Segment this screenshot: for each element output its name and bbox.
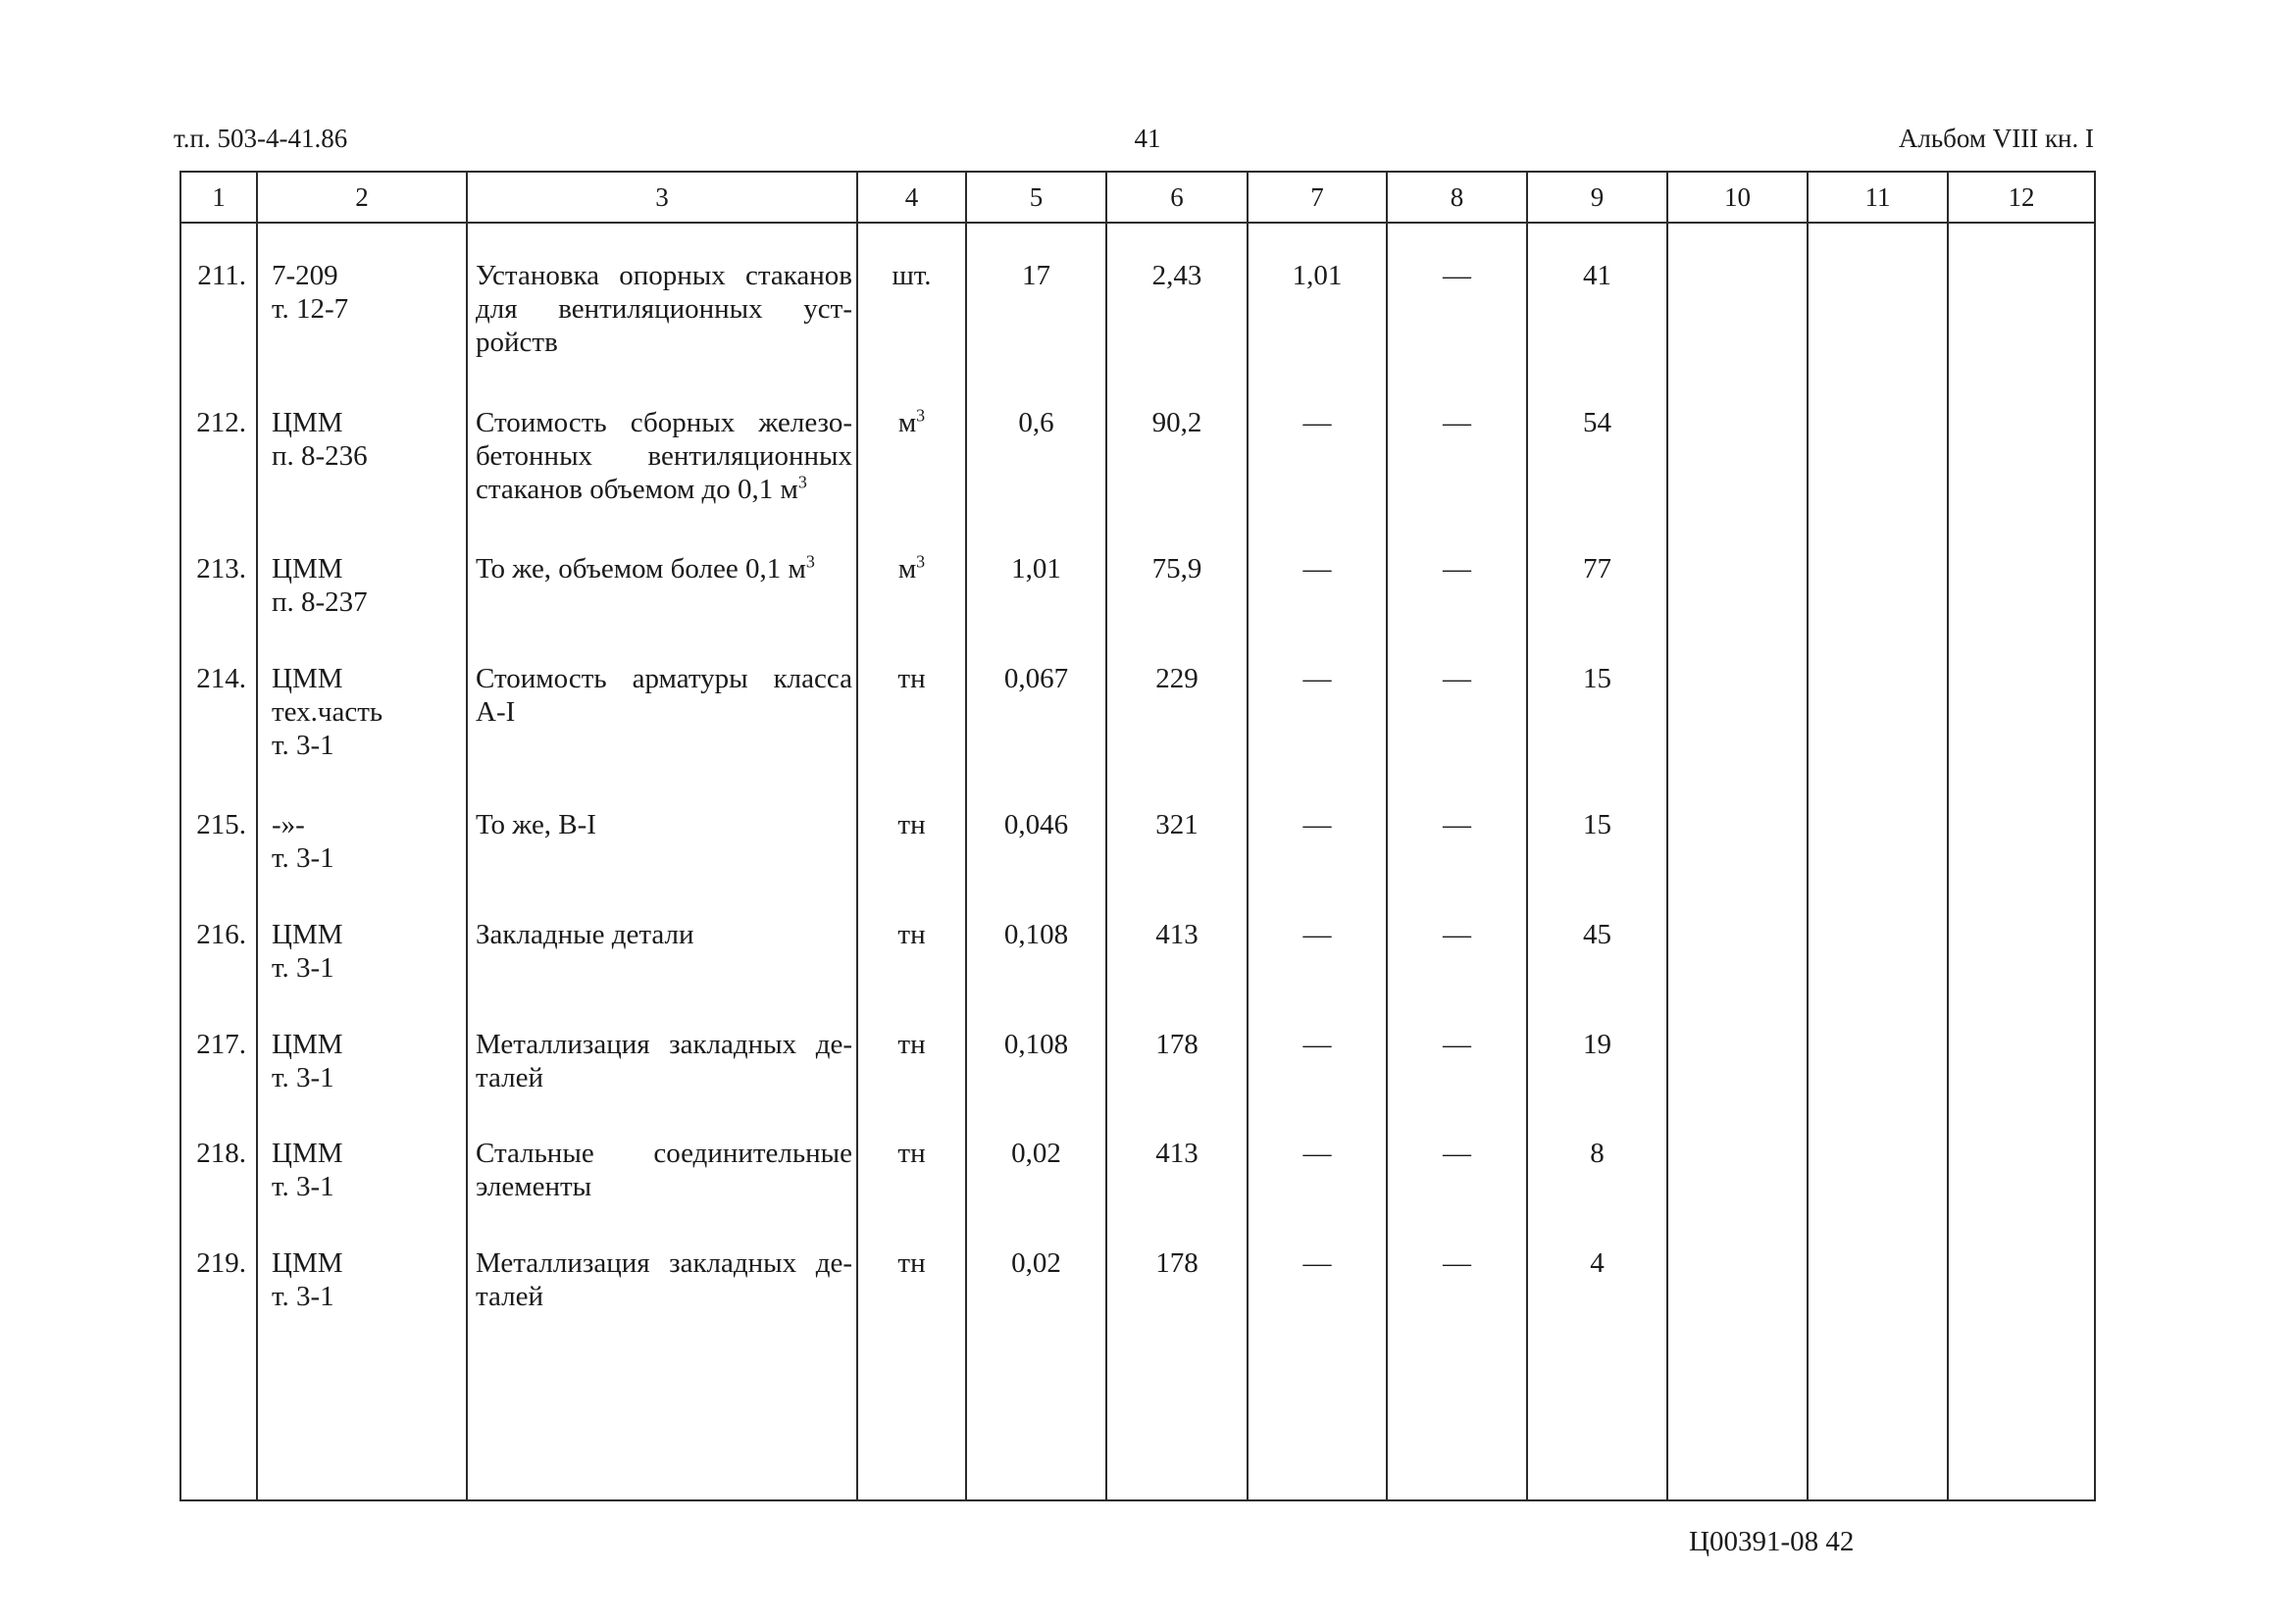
value-cell-c6 [1106,1028,1248,1138]
value-cell-c11 [1808,406,1948,552]
row-number: 214. [196,662,246,694]
value-cell-c11 [1808,662,1948,808]
table-row [180,808,2095,918]
estimate-table [179,171,2094,1501]
value-cell-c7 [1248,406,1387,552]
value-c6: 321 [1155,808,1198,840]
row-number-cell [180,1246,257,1500]
unit-cell [857,808,966,918]
reference-line: ЦММ [272,1028,343,1060]
value-c6: 178 [1155,1028,1198,1060]
value-cell-c10 [1667,1137,1808,1246]
value-c5: 0,108 [1003,1028,1069,1060]
value-c5: 0,067 [1003,662,1069,694]
row-number: 215. [196,808,246,840]
work-name: Установка опорных стаканов для вентиляционных уст-ройств [476,260,852,358]
unit: шт. [892,260,932,291]
value-c6: 2,43 [1151,260,1202,291]
reference-cell [257,918,467,1028]
reference-line: т. 3-1 [272,1061,334,1093]
value-cell-c5 [966,918,1106,1028]
work-name-cell [467,1028,857,1138]
value-cell-c5 [966,223,1106,406]
value-cell-c7 [1248,1246,1387,1500]
work-name: То же, объемом более 0,1 м [476,552,806,584]
value-cell-c10 [1667,1028,1808,1138]
work-name-cell [467,1137,857,1246]
value-c9: 54 [1583,407,1611,439]
value-cell-c6 [1106,406,1248,552]
table-row [180,552,2095,662]
column-header: 9 [1527,172,1667,223]
value-c9: 4 [1590,1247,1605,1280]
value-c5: 0,046 [1003,808,1069,840]
row-number: 219. [196,1247,246,1280]
value-c6: 90,2 [1151,407,1202,439]
value-c6: 75,9 [1151,552,1202,584]
value-cell-c9 [1527,1028,1667,1138]
value-cell-c12 [1948,223,2095,406]
value-cell-c8 [1387,1246,1527,1500]
value-cell-c6 [1106,552,1248,662]
work-name: Стоимость арматуры класса А-I [476,662,852,728]
unit: тн [897,808,926,840]
value-cell-c12 [1948,406,2095,552]
reference-cell [257,808,467,918]
value-cell-c9 [1527,1246,1667,1500]
value-c7: — [1302,1138,1332,1170]
column-header: 1 [180,172,257,223]
value-c9: 77 [1583,552,1611,584]
unit-cell [857,918,966,1028]
value-c5: 0,6 [1018,407,1054,439]
reference-line: ЦММ [272,1138,343,1170]
value-c8: — [1443,662,1471,694]
value-cell-c11 [1808,808,1948,918]
column-header: 12 [1948,172,2095,223]
reference-line: т. 3-1 [272,729,334,761]
value-cell-c6 [1106,808,1248,918]
value-cell-c9 [1527,223,1667,406]
value-cell-c8 [1387,1137,1527,1246]
column-header: 11 [1808,172,1948,223]
value-c8: — [1443,1247,1471,1280]
column-header: 10 [1667,172,1808,223]
row-number-cell [180,918,257,1028]
value-cell-c12 [1948,808,2095,918]
column-header: 4 [857,172,966,223]
unit: тн [897,1138,926,1170]
value-cell-c6 [1106,1137,1248,1246]
value-cell-c5 [966,1028,1106,1138]
work-name-cell [467,662,857,808]
reference-line: ЦММ [272,662,343,694]
work-name-cell [467,918,857,1028]
value-c8: — [1443,1138,1471,1170]
value-cell-c10 [1667,223,1808,406]
value-c8: — [1443,1028,1471,1060]
value-cell-c8 [1387,808,1527,918]
value-cell-c7 [1248,918,1387,1028]
column-header: 2 [257,172,467,223]
reference-line: п. 8-236 [272,440,368,473]
unit-cell [857,552,966,662]
work-name: Металлизация закладных де-талей [476,1028,852,1093]
header-page-number: 41 [1134,124,1161,153]
value-cell-c7 [1248,223,1387,406]
reference-line: т. 3-1 [272,1171,334,1203]
value-cell-c7 [1248,808,1387,918]
value-cell-c11 [1808,918,1948,1028]
reference-cell [257,1137,467,1246]
work-name: То же, В-I [476,808,596,840]
reference-line: т. 3-1 [272,841,334,874]
value-cell-c9 [1527,662,1667,808]
reference-line: ЦММ [272,552,343,584]
value-c6: 413 [1155,918,1198,950]
column-header: 5 [966,172,1106,223]
reference-line: т. 12-7 [272,293,349,325]
value-c9: 8 [1590,1138,1605,1170]
table-row [180,406,2095,552]
reference-cell [257,552,467,662]
value-c7: — [1302,662,1332,694]
column-header: 7 [1248,172,1387,223]
work-name-cell [467,1246,857,1500]
reference-line: т. 3-1 [272,1281,334,1313]
value-cell-c10 [1667,406,1808,552]
value-c7: — [1302,918,1332,950]
row-number-cell [180,552,257,662]
value-c5: 1,01 [1011,552,1061,584]
work-name: Металлизация закладных де-талей [476,1247,852,1313]
value-cell-c8 [1387,552,1527,662]
unit-exponent: 3 [797,472,807,492]
header-document-number: т.п. 503-4-41.86 [174,124,348,153]
reference-cell [257,662,467,808]
value-cell-c6 [1106,918,1248,1028]
reference-line: тех.часть [272,695,383,728]
value-cell-c12 [1948,1246,2095,1500]
work-name-cell [467,406,857,552]
unit-exponent: 3 [805,551,815,572]
row-number: 218. [196,1138,246,1170]
row-number-cell [180,808,257,918]
unit: тн [897,918,926,950]
value-c6: 178 [1155,1247,1198,1280]
value-c8: — [1443,918,1471,950]
table-row [180,223,2095,406]
value-c5: 0,108 [1003,918,1069,950]
value-cell-c9 [1527,918,1667,1028]
value-cell-c9 [1527,552,1667,662]
value-cell-c8 [1387,223,1527,406]
value-cell-c8 [1387,918,1527,1028]
value-c7: — [1302,1247,1332,1280]
value-cell-c5 [966,1137,1106,1246]
value-c9: 45 [1583,918,1611,950]
value-cell-c7 [1248,552,1387,662]
row-number: 212. [196,407,246,439]
value-cell-c5 [966,406,1106,552]
value-cell-c12 [1948,662,2095,808]
table-row [180,918,2095,1028]
unit-cell [857,1137,966,1246]
value-c7: — [1302,552,1332,584]
value-cell-c10 [1667,552,1808,662]
footer-code: Ц00391-08 42 [1689,1526,1855,1557]
value-c7: — [1302,1028,1332,1060]
value-cell-c9 [1527,406,1667,552]
value-c8: — [1443,552,1471,584]
unit: тн [897,662,926,694]
value-cell-c6 [1106,1246,1248,1500]
value-c9: 41 [1583,260,1611,291]
row-number-cell [180,1137,257,1246]
value-cell-c7 [1248,1028,1387,1138]
table-row [180,1137,2095,1246]
value-cell-c12 [1948,1137,2095,1246]
value-cell-c11 [1808,223,1948,406]
value-cell-c8 [1387,406,1527,552]
value-c7: — [1302,808,1332,840]
value-cell-c10 [1667,808,1808,918]
value-c5: 0,02 [1011,1247,1061,1280]
header-album: Альбом VIII кн. I [1898,124,2094,153]
value-cell-c11 [1808,552,1948,662]
value-cell-c10 [1667,1246,1808,1500]
unit-cell [857,406,966,552]
work-name: Стальные соединительные элементы [476,1138,852,1203]
unit-cell [857,223,966,406]
value-cell-c7 [1248,662,1387,808]
value-cell-c12 [1948,918,2095,1028]
value-cell-c12 [1948,552,2095,662]
unit-exponent: 3 [916,551,926,572]
reference-line: т. 3-1 [272,951,334,984]
value-c9: 19 [1583,1028,1611,1060]
value-cell-c9 [1527,808,1667,918]
reference-cell [257,1028,467,1138]
reference-cell [257,223,467,406]
table-row [180,1246,2095,1500]
value-c9: 15 [1583,662,1611,694]
value-cell-c8 [1387,1028,1527,1138]
reference-line: п. 8-237 [272,585,368,618]
column-header: 8 [1387,172,1527,223]
column-number-row [180,172,2095,223]
value-cell-c7 [1248,1137,1387,1246]
row-number-cell [180,223,257,406]
value-c7: — [1302,407,1332,439]
value-cell-c10 [1667,662,1808,808]
unit-exponent: 3 [916,405,926,426]
table-row [180,1028,2095,1138]
unit: тн [897,1028,926,1060]
work-name-cell [467,808,857,918]
value-c7: 1,01 [1292,260,1343,291]
row-number: 211. [197,260,246,291]
column-header: 6 [1106,172,1248,223]
work-name: Закладные детали [476,918,694,950]
work-name-cell [467,552,857,662]
value-c8: — [1443,407,1471,439]
reference-line: ЦММ [272,407,343,439]
value-c5: 0,02 [1011,1138,1061,1170]
column-header: 3 [467,172,857,223]
reference-line: ЦММ [272,1247,343,1280]
value-cell-c8 [1387,662,1527,808]
value-cell-c5 [966,662,1106,808]
table-row [180,662,2095,808]
unit-cell [857,1028,966,1138]
value-cell-c11 [1808,1028,1948,1138]
reference-line: -»- [272,808,305,840]
value-c8: — [1443,808,1471,840]
work-name-cell [467,223,857,406]
row-number-cell [180,1028,257,1138]
unit: м [897,407,917,439]
value-cell-c5 [966,1246,1106,1500]
unit: м [897,552,917,584]
value-cell-c12 [1948,1028,2095,1138]
value-c9: 15 [1583,808,1611,840]
work-name: Стоимость сборных железо-бетонных вентиляционных стаканов объемом до 0,1 м [476,407,852,506]
value-c5: 17 [1022,260,1050,291]
value-cell-c11 [1808,1137,1948,1246]
value-cell-c6 [1106,223,1248,406]
row-number: 216. [196,918,246,950]
row-number: 217. [196,1028,246,1060]
value-c8: — [1443,260,1471,291]
value-cell-c9 [1527,1137,1667,1246]
reference-cell [257,406,467,552]
unit: тн [897,1247,926,1280]
row-number-cell [180,662,257,808]
value-cell-c5 [966,808,1106,918]
unit-cell [857,662,966,808]
value-c6: 413 [1155,1138,1198,1170]
reference-cell [257,1246,467,1500]
value-cell-c6 [1106,662,1248,808]
row-number: 213. [196,552,246,584]
value-cell-c11 [1808,1246,1948,1500]
value-cell-c5 [966,552,1106,662]
value-cell-c10 [1667,918,1808,1028]
unit-cell [857,1246,966,1500]
reference-line: 7-209 [272,260,338,291]
value-c6: 229 [1155,662,1198,694]
row-number-cell [180,406,257,552]
reference-line: ЦММ [272,918,343,950]
